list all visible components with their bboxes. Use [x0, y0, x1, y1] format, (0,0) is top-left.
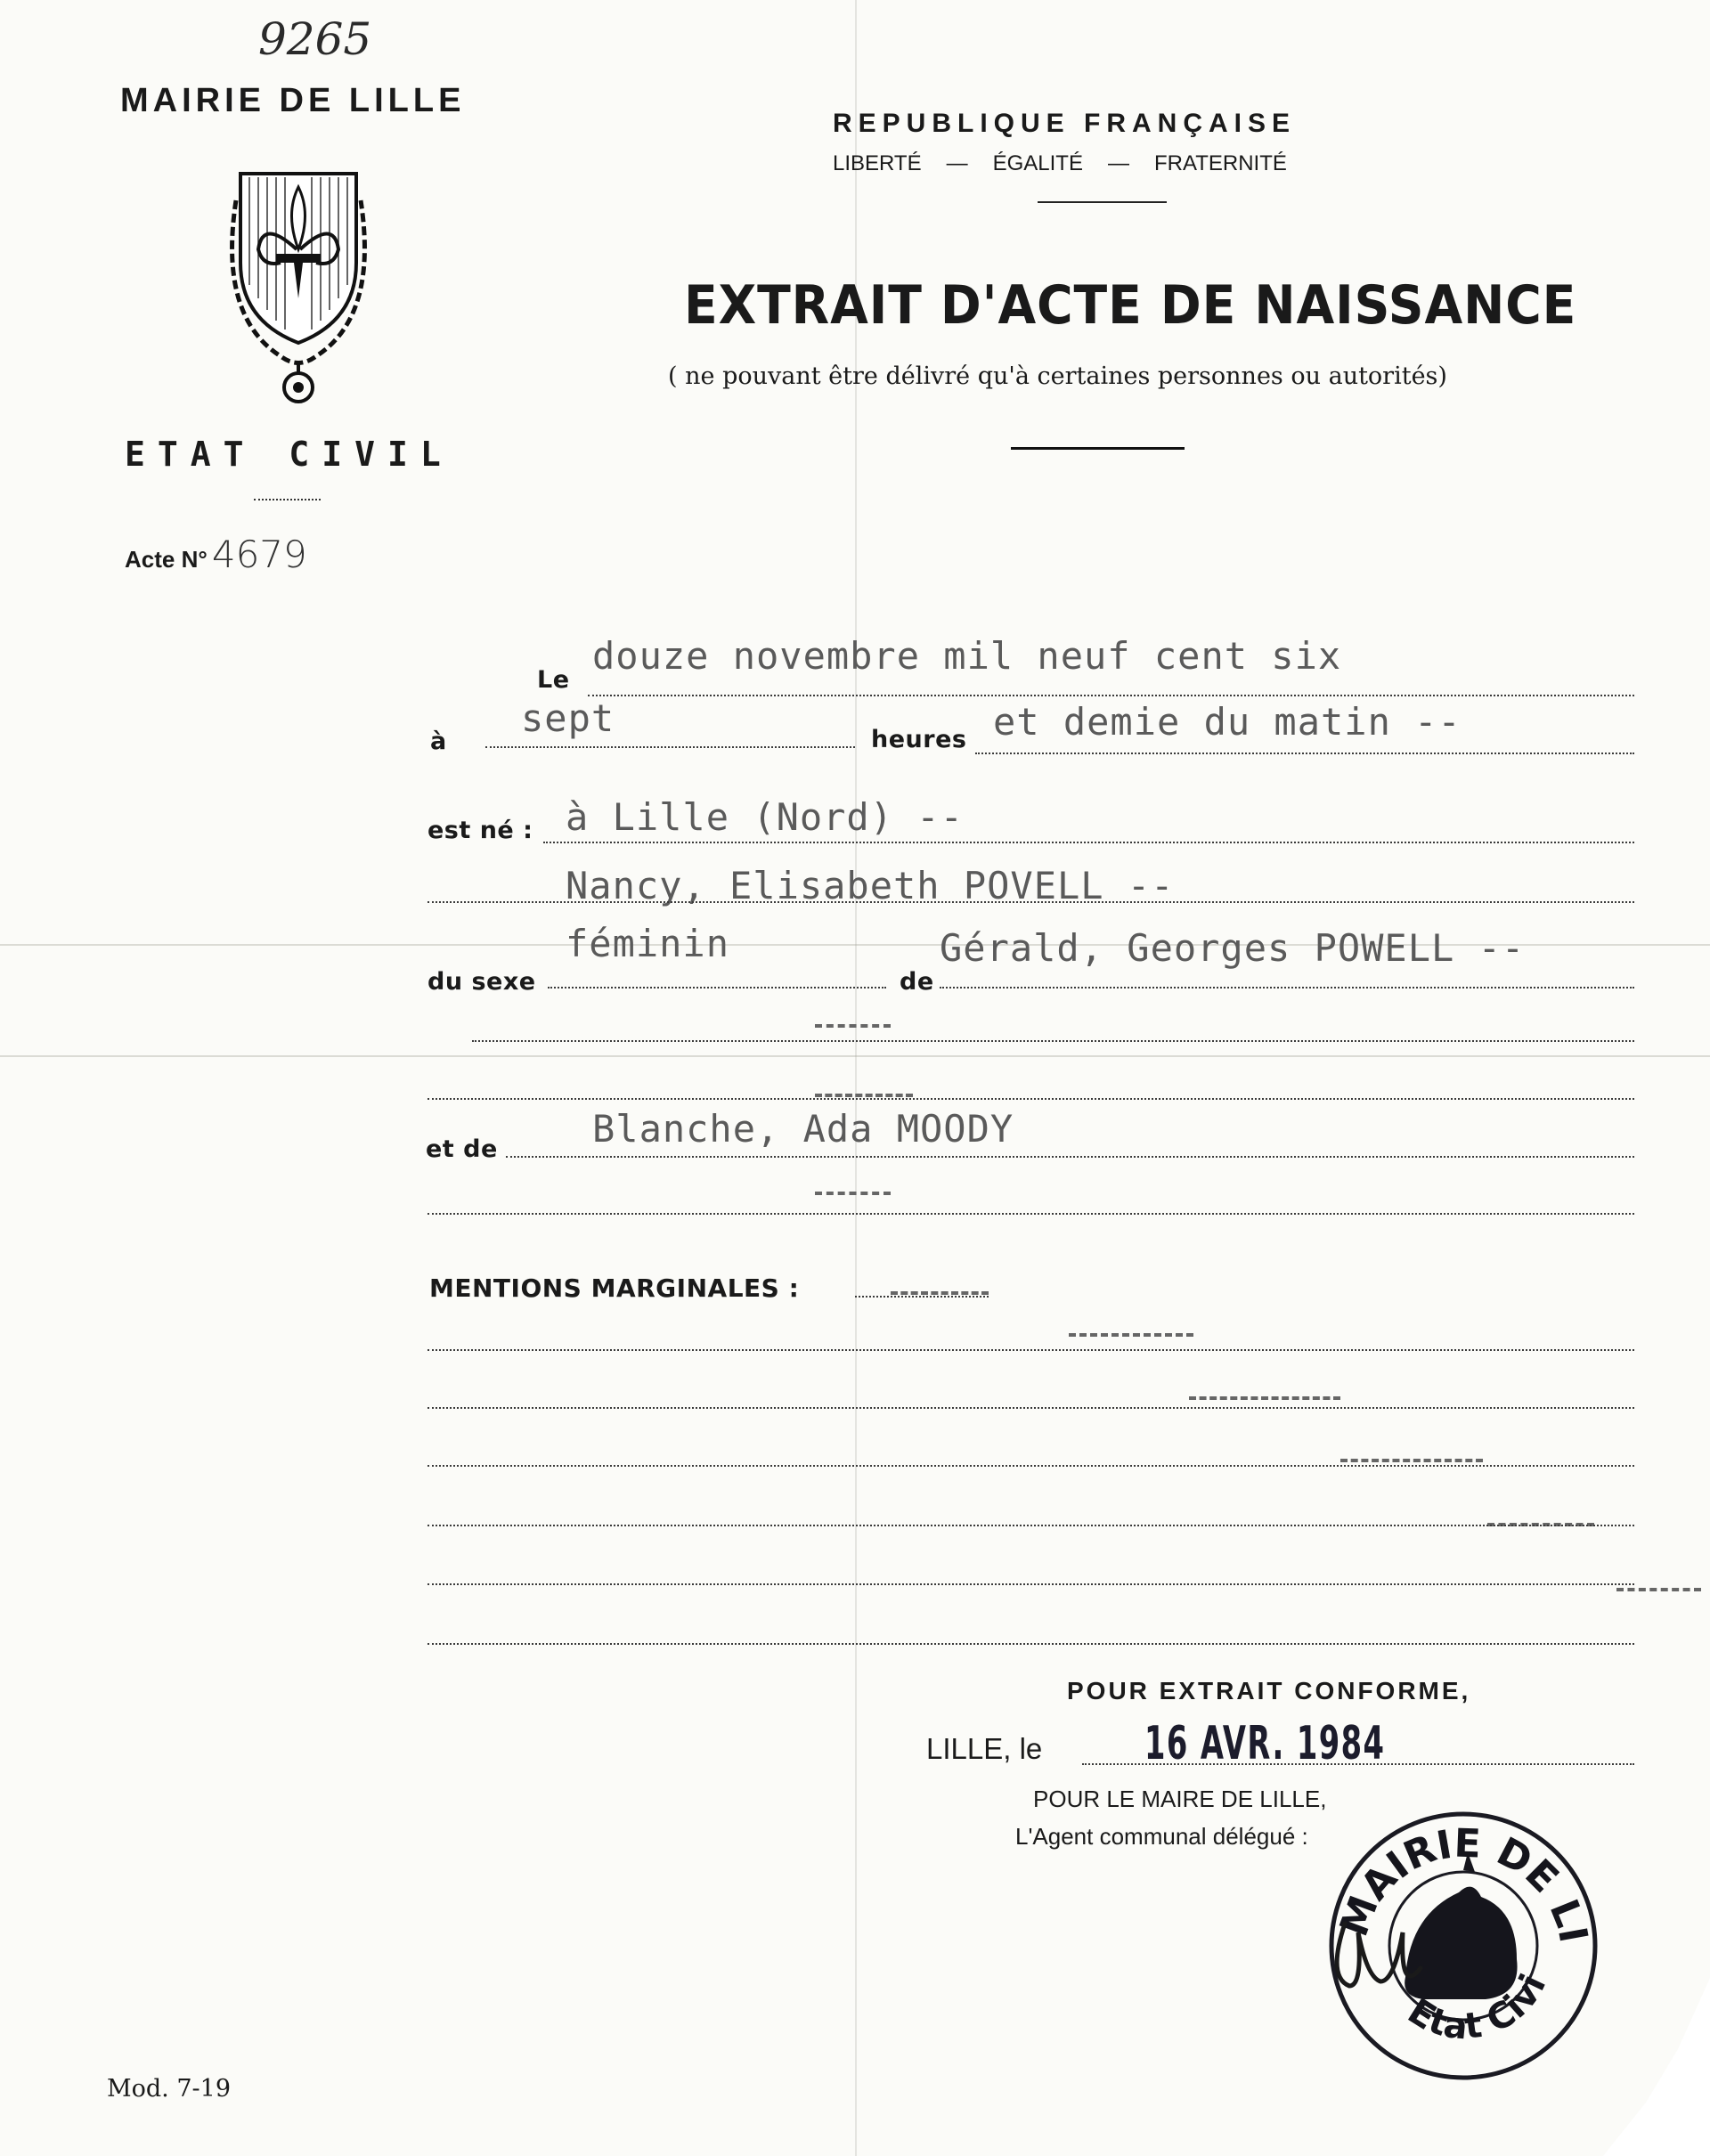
motto-dash-2: —	[1107, 151, 1129, 175]
mairie-heading: MAIRIE DE LILLE	[120, 82, 466, 119]
mentions-dash-3	[1340, 1459, 1483, 1462]
mentions-dash-2	[1189, 1396, 1340, 1400]
a-value: sept	[521, 696, 615, 740]
father-filler-dash	[815, 1024, 891, 1028]
etat-civil-underline	[254, 499, 321, 500]
le-value: douze novembre mil neuf cent six	[592, 634, 1342, 678]
acte-number: 4679	[211, 533, 307, 576]
mentions-dotline-4	[428, 1525, 1634, 1526]
etat-civil-heading: ETAT CIVIL	[125, 435, 453, 474]
father-value: Gérald, Georges POWELL --	[940, 926, 1526, 970]
lille-le-label: LILLE, le	[926, 1732, 1043, 1765]
mother-value: Blanche, Ada MOODY	[592, 1107, 1014, 1151]
mentions-dash-5	[1616, 1588, 1701, 1591]
motto-fraternite: FRATERNITÉ	[1153, 151, 1287, 175]
fleur-de-lis-shield-icon	[209, 165, 387, 414]
agent-communal: L'Agent communal délégué :	[1015, 1823, 1308, 1850]
acte-number-row	[125, 533, 307, 576]
mentions-dotline-2	[428, 1407, 1634, 1409]
father-filler-dash-2	[815, 1094, 913, 1097]
father-dotline-3	[428, 1098, 1634, 1100]
mentions-dash-1	[1069, 1333, 1193, 1337]
father-dotline	[940, 987, 1634, 989]
torn-corner	[1603, 1978, 1710, 2156]
republique-heading: REPUBLIQUE FRANÇAISE	[833, 109, 1297, 138]
date-stamp: 16 AVR. 1984	[1144, 1717, 1386, 1770]
mentions-dotline-1	[428, 1349, 1634, 1351]
heures-label: heures	[871, 726, 967, 753]
mentions-label: MENTIONS MARGINALES :	[429, 1273, 800, 1303]
a-label: à	[430, 728, 447, 755]
le-dotline	[588, 695, 1634, 696]
child-name-value: Nancy, Elisabeth POVELL --	[566, 864, 1175, 907]
subtitle-underline	[1011, 447, 1185, 450]
et-de-label: et de	[426, 1135, 498, 1163]
mother-filler-dash	[815, 1192, 891, 1195]
document-title: EXTRAIT D'ACTE DE NAISSANCE	[684, 274, 1577, 337]
le-label: Le	[537, 666, 570, 694]
pour-le-maire: POUR LE MAIRE DE LILLE,	[1033, 1786, 1327, 1812]
acte-label: Acte N°	[125, 546, 208, 573]
stamp-top-text: MAIRIE DE LI	[1331, 1820, 1597, 1947]
mentions-dotline-0	[855, 1296, 989, 1298]
motto-dash-1: —	[946, 151, 968, 175]
extrait-conforme: POUR EXTRAIT CONFORME,	[1067, 1677, 1471, 1704]
father-dotline-2	[472, 1040, 1634, 1042]
heures-value: et demie du matin --	[993, 700, 1462, 744]
mentions-dotline-5	[428, 1583, 1634, 1585]
est-ne-dotline	[543, 842, 1634, 843]
signature-icon	[1318, 1897, 1425, 2022]
est-ne-value: à Lille (Nord) --	[566, 795, 964, 839]
model-number: Mod. 7-19	[107, 2075, 232, 2103]
handwritten-ref-number: 9265	[258, 13, 372, 65]
a-dotline	[485, 746, 855, 748]
document-subtitle: ( ne pouvant être délivré qu'à certaines personnes ou autorités)	[668, 362, 1447, 390]
stamp-bottom-text: Etat Civi	[1400, 1968, 1555, 2048]
mentions-dotline-6	[428, 1643, 1634, 1645]
mentions-dash-0	[891, 1291, 989, 1295]
date-dotline	[1082, 1763, 1634, 1765]
mother-dotline-2	[428, 1213, 1634, 1215]
sexe-dotline	[548, 987, 886, 989]
child-name-dotline	[428, 901, 1634, 903]
motto-egalite: ÉGALITÉ	[992, 151, 1083, 175]
mother-dotline	[506, 1156, 1634, 1158]
de-label: de	[900, 968, 934, 996]
est-ne-label: est né :	[428, 817, 533, 844]
mentions-dotline-3	[428, 1465, 1634, 1467]
heures-dotline	[975, 753, 1634, 754]
sexe-label: du sexe	[428, 968, 536, 996]
motto-liberte: LIBERTÉ	[833, 151, 922, 175]
sexe-value: féminin	[566, 922, 730, 965]
motto-row	[833, 151, 1287, 176]
motto-underline	[1038, 201, 1167, 203]
